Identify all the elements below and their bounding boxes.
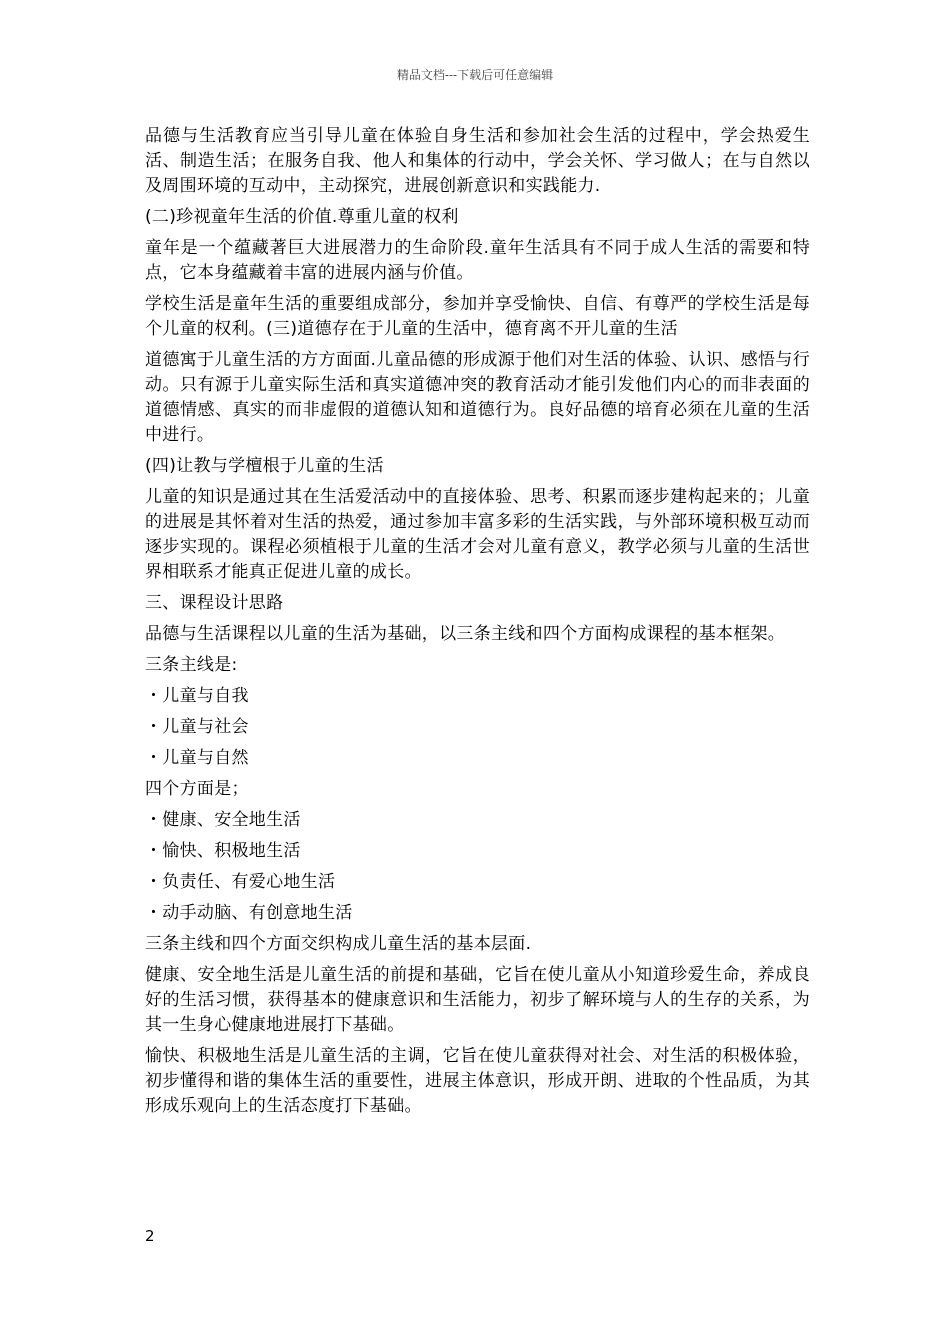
paragraph-summary: 三条主线和四个方面交织构成儿童生活的基本层面. bbox=[145, 934, 532, 954]
paragraph-school-life: 学校生活是童年生活的重要组成部分，参加并享受愉快、自信、有尊严的学校生活是每个儿童的权利。(三)道德存在于儿童的生活中，德育离不开儿童的生活 bbox=[145, 294, 810, 339]
list-item: ・儿童与社会 bbox=[145, 717, 249, 737]
section-heading-4: (四)让教与学檀根于儿童的生活 bbox=[145, 456, 384, 476]
list-item: ・动手动脑、有创意地生活 bbox=[145, 903, 353, 923]
paragraph-intro: 品德与生活教育应当引导儿童在体验自身生活和参加社会生活的过程中，学会热爱生活、制造生活；在服务自我、他人和集体的行动中，学会关怀、学习做人；在与自然以及周围环境的互动中，主动探究，进展创新意识和实践能力. bbox=[145, 126, 810, 196]
list-item: ・健康、安全地生活 bbox=[145, 810, 301, 830]
paragraph-framework: 品德与生活课程以儿童的生活为基础，以三条主线和四个方面构成课程的基本框架。 bbox=[145, 624, 786, 644]
document-body bbox=[145, 124, 810, 1125]
three-lines-label: 三条主线是: bbox=[145, 655, 238, 675]
paragraph-knowledge: 儿童的知识是通过其在生活爱活动中的直接体验、思考、积累而逐步建构起来的；儿童的进展是其怀着对生活的热爱，通过参加丰富多彩的生活实践，与外部环境积极互动而逐步实现的。课程必须植根于儿童的生活才会对儿童有意义，教学必须与儿童的生活世界相联系才能真正促进儿童的成长。 bbox=[145, 487, 810, 582]
paragraph-happy-active: 愉快、积极地生活是儿童生活的主调，它旨在使儿童获得对社会、对生活的积极体验，初步懂得和谐的集体生活的重要性，进展主体意识，形成开朗、进取的个性品质，为其形成乐观向上的生活态度打下基础。 bbox=[145, 1046, 810, 1116]
list-item: ・儿童与自然 bbox=[145, 748, 249, 768]
list-item: ・负责任、有爱心地生活 bbox=[145, 872, 336, 892]
page-header: 精品文档---下载后可任意编辑 bbox=[396, 68, 554, 82]
page-number: 2 bbox=[145, 1227, 155, 1245]
paragraph-childhood: 童年是一个蕴藏著巨大进展潜力的生命阶段.童年生活具有不同于成人生活的需要和特点，它本身蕴藏着丰富的进展内涵与价值。 bbox=[145, 238, 810, 283]
four-aspects-label: 四个方面是； bbox=[145, 779, 249, 799]
section-heading-course-design: 三、课程设计思路 bbox=[145, 593, 284, 613]
paragraph-morality: 道德寓于儿童生活的方方面面.儿童品德的形成源于他们对生活的体验、认识、感悟与行动。只有源于儿童实际生活和真实道德冲突的教育活动才能引发他们内心的而非表面的道德情感、真实的而非虚假的道德认知和道德行为。良好品德的培育必须在儿童的生活中进行。 bbox=[145, 350, 810, 445]
paragraph-health-safety: 健康、安全地生活是儿童生活的前提和基础，它旨在使儿童从小知道珍爱生命，养成良好的生活习惯，获得基本的健康意识和生活能力，初步了解环境与人的生存的关系，为其一生身心健康地进展打下基础。 bbox=[145, 965, 810, 1035]
list-item: ・愉快、积极地生活 bbox=[145, 841, 301, 861]
list-item: ・儿童与自我 bbox=[145, 686, 249, 706]
section-heading-2: (二)珍视童年生活的价值.尊重儿童的权利 bbox=[145, 207, 459, 227]
